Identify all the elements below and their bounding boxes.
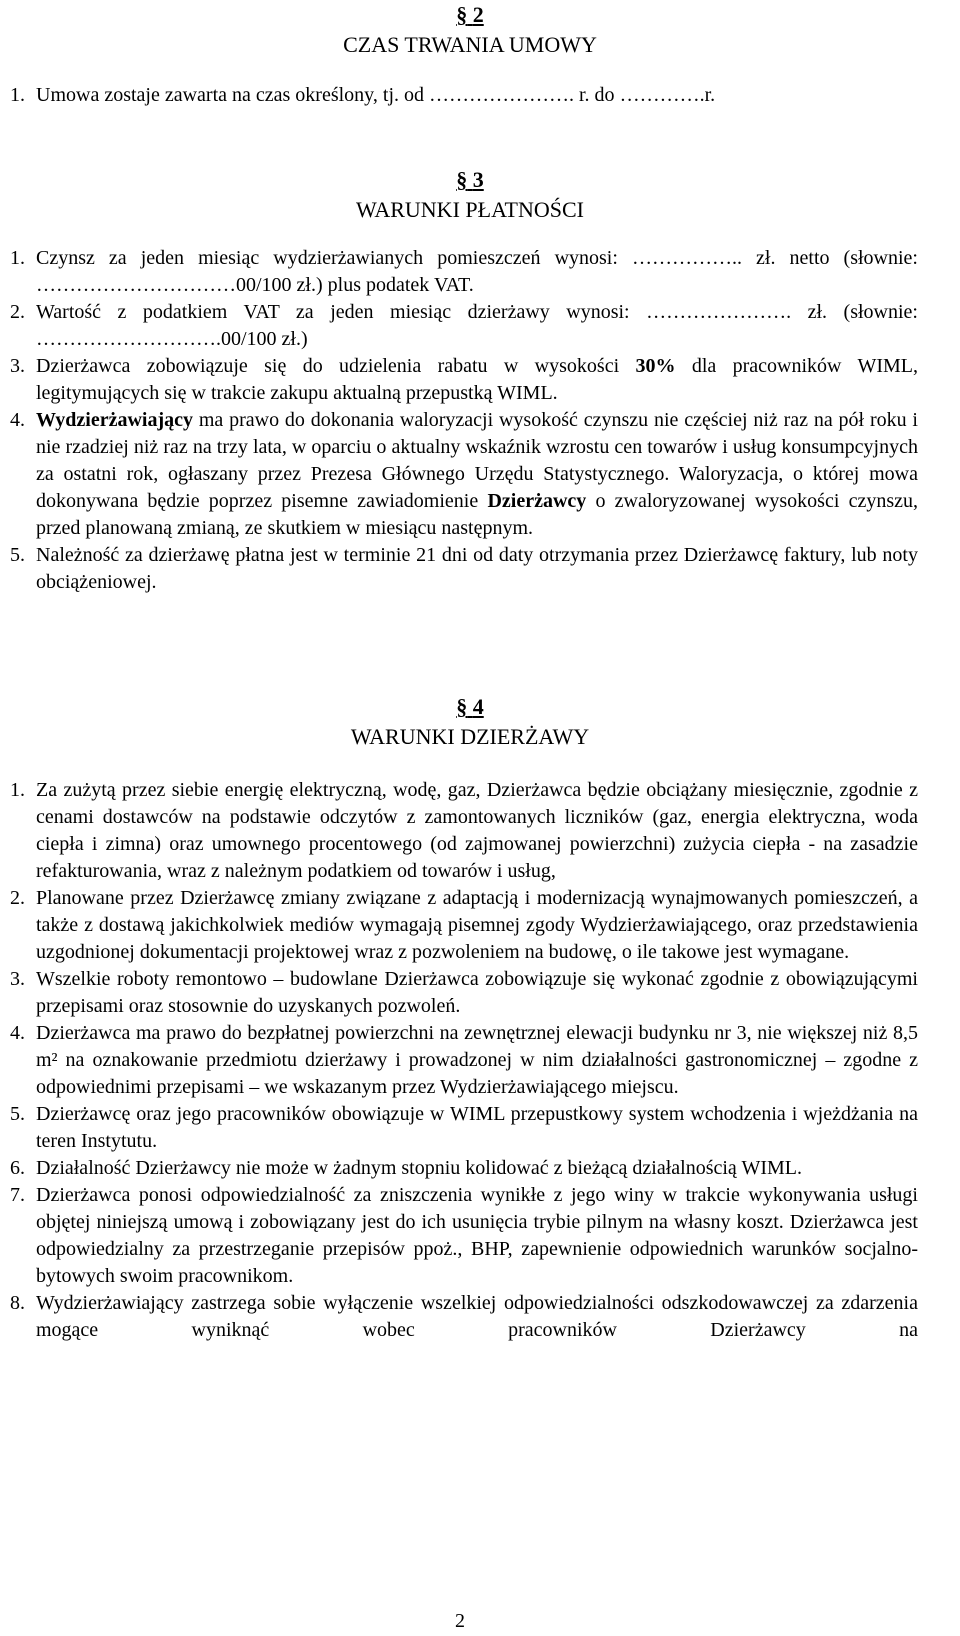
section-4-heading: [10, 692, 930, 752]
list-item: 3. Dzierżawca zobowiązuje się do udzielenia rabatu w wysokości 30% dla pracowników WIML, legitymujących się w trakcie zakupu aktualną przepustką WIML.: [10, 355, 918, 404]
section-number: § 4: [456, 694, 484, 719]
section-2-list: [10, 82, 918, 109]
section-title: CZAS TRWANIA UMOWY: [343, 32, 597, 57]
list-item: 4. Wydzierżawiający ma prawo do dokonania waloryzacji wysokość czynszu nie częściej niż raz na pół roku i nie rzadziej niż raz na trzy lata, w oparciu o aktualny wskaźnik wzrostu cen towarów i usług konsumpcyjnych za ostatni rok, ogłaszany przez Prezesa Głównego Urzędu Statystycznego. Waloryzacja, o której mowa dokonywana będzie poprzez pisemne zawiadomienie Dzierżawcy o zwaloryzowanej wysokości czynszu, przed planowaną zmianą, ze skutkiem w miesiącu następnym.: [10, 409, 919, 539]
list-item: 7. Dzierżawca ponosi odpowiedzialność za zniszczenia wynikłe z jego winy w trakcie wykonywania usługi objętej niniejszą umową i zobowiązany jest do ich usunięcia trybie pilnym na własny koszt. Dzierżawca jest odpowiedzialny za przestrzeganie przepisów ppoż., BHP, zapewnienie odpowiednich warunków socjalno-bytowych swoim pracownikom.: [10, 1184, 918, 1287]
list-item: 8. Wydzierżawiający zastrzega sobie wyłączenie wszelkiej odpowiedzialności odszkodowawczej za zdarzenia mogące wyniknąć wobec pracowników Dzierżawcy na: [10, 1292, 918, 1341]
list-item: 1. Za zużytą przez siebie energię elektryczną, wodę, gaz, Dzierżawca będzie obciążany miesięcznie, zgodnie z cenami dostawców na podstawie odczytów z zamontowanych liczników (gaz, energia elektryczna, woda ciepła i zimna) oraz umownego procentowego (od zajmowanej powierzchni) zużycia ciepła - na zasadzie refakturowania, wraz z należnym podatkiem od towarów i usług,: [10, 779, 918, 882]
section-title: WARUNKI PŁATNOŚCI: [356, 197, 584, 222]
section-title: WARUNKI DZIERŻAWY: [350, 724, 590, 749]
section-3-heading: [10, 165, 930, 225]
section-2-heading: [10, 0, 930, 60]
list-item: 5. Dzierżawcę oraz jego pracowników obowiązuje w WIML przepustkowy system wchodzenia i wjeżdżania na teren Instytutu.: [10, 1103, 918, 1152]
section-4-list: [10, 777, 918, 1344]
section-number: § 2: [456, 2, 484, 27]
list-item: 1. Czynsz za jeden miesiąc wydzierżawianych pomieszczeń wynosi: …………….. zł. netto (słownie: …………………………00/100 zł.) plus podatek VAT.: [10, 247, 918, 296]
section-number: § 3: [456, 167, 484, 192]
section-3-list: [10, 245, 918, 596]
list-item: 2. Planowane przez Dzierżawcę zmiany związane z adaptacją i modernizacją wynajmowanych pomieszczeń, a także z dostawą jakichkolwiek mediów wymagają pisemnej zgody Wydzierżawiającego, oraz przedstawienia uzgodnionej dokumentacji projektowej wraz z pozwoleniem na budowę, o ile takowe jest wymagane.: [10, 887, 918, 963]
list-item: 2. Wartość z podatkiem VAT za jeden miesiąc dzierżawy wynosi: …………………. zł. (słownie: ……………………….00/100 zł.): [10, 301, 918, 350]
list-item: 3. Wszelkie roboty remontowo – budowlane Dzierżawca zobowiązuje się wykonać zgodnie z obowiązującymi przepisami oraz stosownie do uzyskanych pozwoleń.: [10, 968, 918, 1017]
list-item: 4. Dzierżawca ma prawo do bezpłatnej powierzchni na zewnętrznej elewacji budynku nr 3, nie większej niż 8,5 m² na oznakowanie przedmiotu dzierżawy i prowadzonej w nim działalności gastronomicznej – zgodne z odpowiednimi przepisami – we wskazanym przez Wydzierżawiającego miejscu.: [10, 1022, 918, 1098]
list-item: 6. Działalność Dzierżawcy nie może w żadnym stopniu kolidować z bieżącą działalnością WIML.: [10, 1157, 802, 1179]
list-item: 1. Umowa zostaje zawarta na czas określony, tj. od …………………. r. do ………….r.: [10, 84, 716, 106]
list-item: 5. Należność za dzierżawę płatna jest w terminie 21 dni od daty otrzymania przez Dzierżawcę faktury, lub noty obciążeniowej.: [10, 544, 918, 593]
page-number: 2: [455, 1610, 465, 1632]
